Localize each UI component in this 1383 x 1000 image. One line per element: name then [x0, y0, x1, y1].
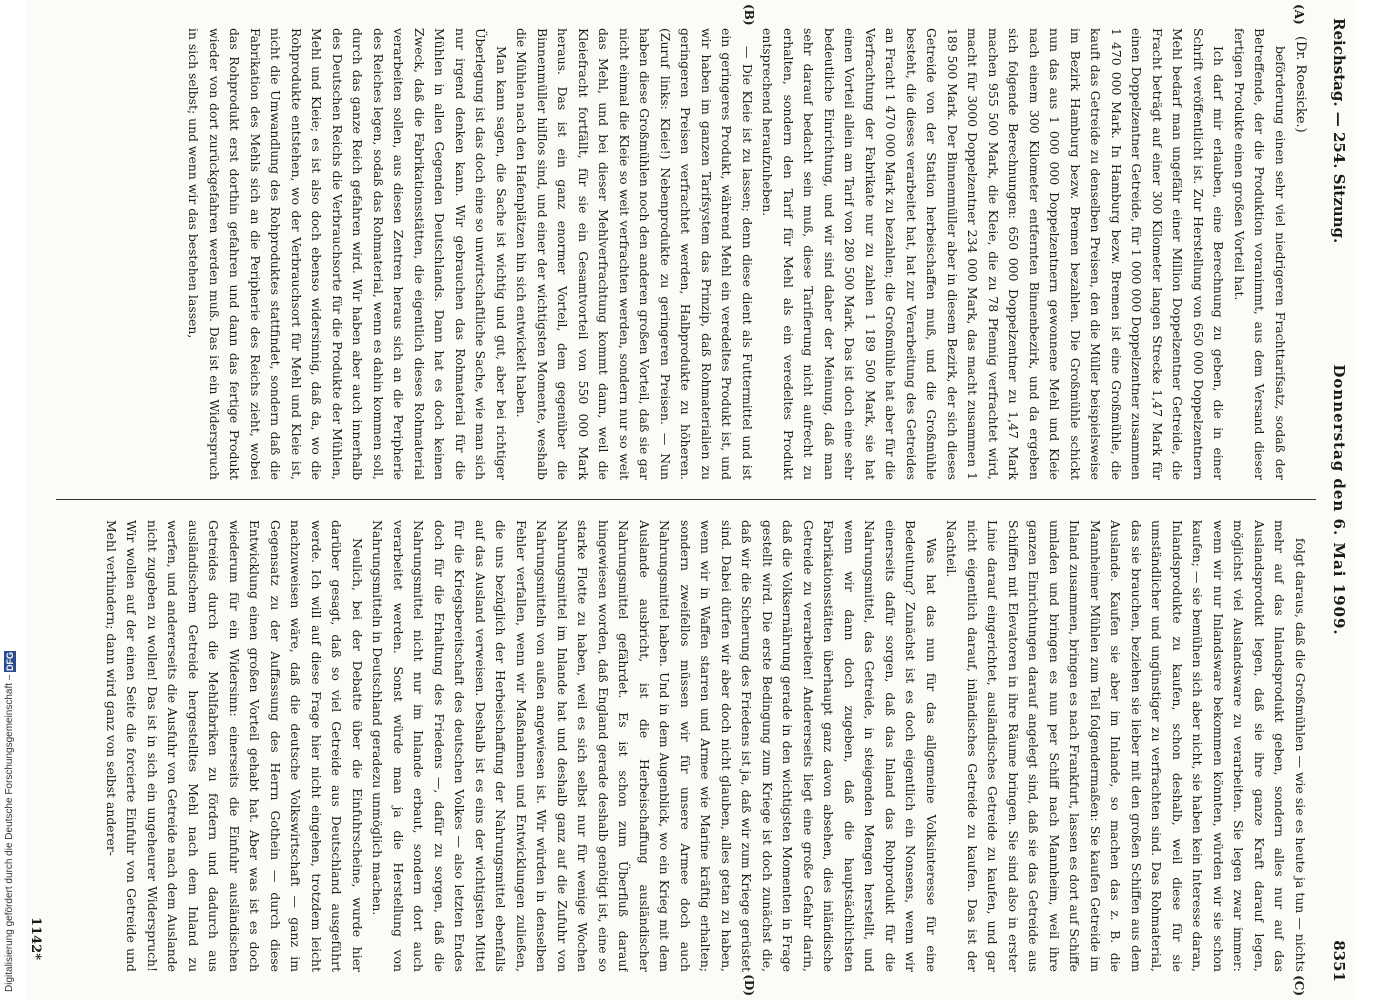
digitization-side-note	[0, 0, 26, 1000]
sheet-signature: 1142*	[28, 917, 43, 960]
side-note-label: Digitalisierung gefördert durch die Deutsche Forschungsgemeinschaft –	[4, 674, 15, 992]
scanned-page	[26, 0, 1356, 1000]
column-divider	[56, 499, 1316, 500]
speaker-name: (Dr. Roesicke.)	[1293, 36, 1308, 133]
page-header	[1322, 18, 1348, 982]
paragraph: beförderung einen sehr viel niedrigeren Frachttarifsatz, sodaß der Betreffende, der die Produktion voranimmt, aus dem Versand dieser fertigen Produkte einen großen Vorteil hat.	[1232, 28, 1288, 480]
margin-marker-c: (C)	[1292, 975, 1306, 996]
paragraph: Ich darf mir erlauben, eine Berechnung zu geben, die in einer Schrift veröffentlicht ist. Zur Herstellung von 650 000 Doppelzentnern Mehl bedarf man ungefähr einer Million Doppelzentner Getreide, die Fracht beträgt auf einer 300 Kilometer langen Strecke 1,47 Mark für einen Doppelzentner Getreide, für 1 000 000 Doppelzentner zusammen 1 470 000 Mark. In Hamburg bezw. Bremen ist eine Großmühle, die kauft das Getreide zu denselben Preisen, den die Müller beispielsweise im Bezirk Hamburg bezw. Bremen bezahlen. Die Großmühle schickt nun das aus 1 000 000 Doppelzentnern gewonnene Mehl und Kleie nach einem 300 Kilometer entfernten Binnenbezirk, und da ergeben sich folgende Berechnungen: 650 000 Doppelzentner zu 1,47 Mark machen 955 500 Mark, die Kleie, die zu 78 Pfennig verfrachtet wird, macht für 3000 Doppelzentner 234 000 Mark, das macht zusammen 1 189 500 Mark. Der Binnenmüller aber in diesem Bezirk, der sich dieses Getreide von der Station herbeischaffen muß, und die Großmühle besteht, die dieses verarbeitet hat, hat zur Verarbeitung des Getreides an Fracht 1 470 000 Mark zu bezahlen; die Großmühle hat aber für die Verfrachtung der Fabrikate nur zu zahlen 1 189 500 Mark, sie hat einen Vorteil allein am Tarif von 280 500 Mark. Das ist doch eine sehr bedeutliche Einrichtung, und wir sind daher der Meinung, daß man sehr darauf bedacht sein muß, diese Tarifierung nicht aufrecht zu erhalten, sondern den Tarif für Mehl als ein veredeltes Produkt entsprechend heraufzuheben.	[760, 28, 1227, 480]
header-date: Donnerstag den 6. Mai 1909.	[1330, 364, 1348, 636]
paragraph: — Die Kleie ist zu lassen; denn diese dient als Futtermittel und ist ein geringeres Produkt, während Mehl ein veredeltes Produkt ist, und wir haben im ganzen Tarifsystem das Prinzip, daß Rohmaterialien zu geringeren Preisen verfrachtet werden, Halbprodukte zu höheren. (Zuruf links: Kleie!) Nebenprodukte zu geringeren Preisen. — Nun haben diese Großmühlen noch den anderen großen Vorteil, daß sie gar nicht einmal die Kleie so weit verfrachten werden, sondern nur so weit das Mehl, und bei dieser Mehlverfrachtung kommt dann, weil die Kleiefracht fortfällt, für sie ein Gesamtvorteil von 550 000 Mark heraus. Das ist ein ganz enormer Vorteil, dem gegenüber die Binnenmüller hilflos sind, und einer der wichtigsten Momente, weshalb die Mühlen nach den Hafenplätzen hin sich entwickelt haben.	[514, 28, 755, 480]
header-session: Reichstag. — 254. Sitzung.	[1330, 18, 1348, 244]
margin-marker-b: (B)	[742, 4, 756, 26]
paragraph: folgt daraus, daß die Großmühlen — wie sie es heute ja tun — nichts mehr auf das Inlandsprodukt geben, sondern alles nur auf das Auslandsprodukt legen, daß sie ihre ganze Kraft darauf legen, möglichst viel Auslandsware zu verarbeiten. Sie legen zwar immer: wenn wir nur Inlandsware bekommen könnten, würden wir sie schon kaufen; — sie bemühen sich aber nicht, sie haben kein Interesse daran, Inlandsprodukte zu kaufen, schon deshalb, weil diese für sie umständlicher und ungünstiger zu verfrachten sind. Das Rohmaterial, das sie brauchen, beziehen sie lieber mit den großen Schiffen aus dem Auslande. Kaufen sie aber im Inlande, so machen das z. B. die Mannheimer Mühlen zum Teil folgendermaßen: Sie kaufen Getreide im Inland zusammen, bringen es nach Frankfurt, lassen es dort auf Schiffe umladen und bringen es nun per Schiff nach Mannheim, weil ihre ganzen Einrichtungen darauf angelegt sind, daß sie das Getreide aus Schiffen mit Elevatoren in ihre Räume bringen. Sie sind also in erster Linie darauf eingerichtet, ausländisches Getreide zu kaufen, und gar nicht eigentlich darauf, inländisches Getreide zu kaufen. Das ist der Nachteil.	[944, 520, 1308, 972]
right-column	[48, 520, 1310, 972]
paragraph: Man kann sagen, die Sache ist wichtig und gut, aber bei richtiger Überlegung ist das doch eine so unwirtschaftliche Sache, wie man sich nur irgend denken kann. Wir gebrauchen das Rohmaterial für die Mühlen in allen Gegenden Deutschlands. Dann hat es doch keinen Zweck, daß die Fabrikationsstätten, die eigentlich dieses Rohmaterial verarbeiten sollen, aus diesen Zentren heraus sich an die Peripherie des Reiches legen, sodaß das Rohmaterial, wenn es dahin kommen soll, durch das ganze Reich gefahren wird. Wir haben aber auch innerhalb des Deutschen Reichs die Verbrauchsorte für die Produkte der Mühlen, Mehl und Kleie; es ist also doch ebenso widersinnig, daß da, wo die Rohprodukte entstehen, wo der Verbrauchsort für Mehl und Kleie ist, nicht die Umwandlung des Rohproduktes stattfindet, sondern daß die Fabrikation des Mehls sich an die Peripherie des Reichs zieht, wobei das Rohprodukt erst dorthin gefahren und dann das fertige Produkt wieder von dort zurückgefahren werden muß. Das ist ein Widerspruch in sich selbst; und wenn wir das bestehen lassen,	[186, 28, 509, 480]
side-note-text	[4, 2, 20, 992]
margin-marker-a: (A)	[1292, 4, 1306, 25]
margin-marker-d: (D)	[742, 974, 756, 996]
dfg-logo: DFG	[5, 651, 15, 671]
paragraph: Neulich, bei der Debatte über die Einfuhrscheine, wurde hier darüber gesagt, daß so viel Getreide aus Deutschland ausgeführt werde. Ich will auf diese Frage hier nicht eingehen, trotzdem leicht nachzuweisen wäre, daß die deutsche Volkswirtschaft — ganz im Gegensatz zu der Auffassung des Herrn Gothein — durch diese Entwicklung einen großen Vorteil gehabt hat. Aber was ist es doch wiederum für ein Widersinn: einerseits die Einfuhr ausländischen Getreides durch die Mehlfabriken zu fördern und dadurch aus ausländischem Getreide hergestelltes Mehl nach dem Inland zu werfen, und andererseits die Ausfuhr von Getreide nach dem Auslande nicht zugeben zu wollen! Das ist in sich ein ungeheurer Widerspruch! Wir wollen auf der einen Seite die forcierte Einfuhr von Getreide und Mehl verhindern; dann wird ganz von selbst anderer-	[104, 520, 365, 972]
left-column	[50, 28, 1290, 480]
page-number: 8351	[1330, 940, 1348, 982]
paragraph: Was hat das nun für das allgemeine Volksinteresse für eine Bedeutung? Zunächst ist es doch eigentlich ein Nonsens, wenn wir einerseits dafür sorgen, daß das Inland das Rohprodukt für die Nahrungsmittel, das Getreide, in steigenden Mengen herstellt, und wenn wir dann doch zugeben, daß die hauptsächlichsten Fabrikationsstätten überhaupt ganz davon absehen, dies inländische Getreide zu verarbeiten! Andererseits liegt eine große Gefahr darin, daß die Volksernährung gerade in den wichtigsten Momenten in Frage gestellt wird. Die erste Bedingung zum Kriege ist doch zunächst die, daß wir die Sicherung des Friedens ist ja, daß wir zum Kriege gerüstet sind. Dabei dürfen wir aber doch nicht glauben, alles getan zu haben, wenn wir in Waffen starren und Armee wie Marine kräftig erhalten; sondern zweifellos müssen wir für unsere Armee doch auch Nahrungsmittel haben. Und in dem Augenblick, wo ein Krieg mit dem Auslande ausbricht, ist die Herbeischaffung ausländischer Nahrungsmittel gefährdet. Es ist schon zum Überfluß darauf hingewiesen worden, daß England gerade deshalb genötigt ist, eine so starke Flotte zu haben, weil es sich selbst nur für wenige Wochen Nahrungsmittel im Inlande hat und deshalb ganz auf die Zufuhr von Nahrungsmitteln von außen angewiesen ist. Wir würden in denselben Fehler verfallen, wenn wir Maßnahmen und Entwicklungen zuließen, die uns bezüglich der Herbeischaffung der Nahrungsmittel ebenfalls auf das Ausland verweisen. Deshalb ist es eins der wichtigsten Mittel für die Kriegsbereitschaft des deutschen Volkes — also letzten Endes doch für die Erhaltung des Friedens —, dafür zu sorgen, daß die Nahrungsmittel nicht nur im Inlande erbaut, sondern dort auch verarbeitet werden. Sonst würde man ja die Herstellung von Nahrungsmitteln in Deutschland geradezu unmöglich machen.	[370, 520, 939, 972]
